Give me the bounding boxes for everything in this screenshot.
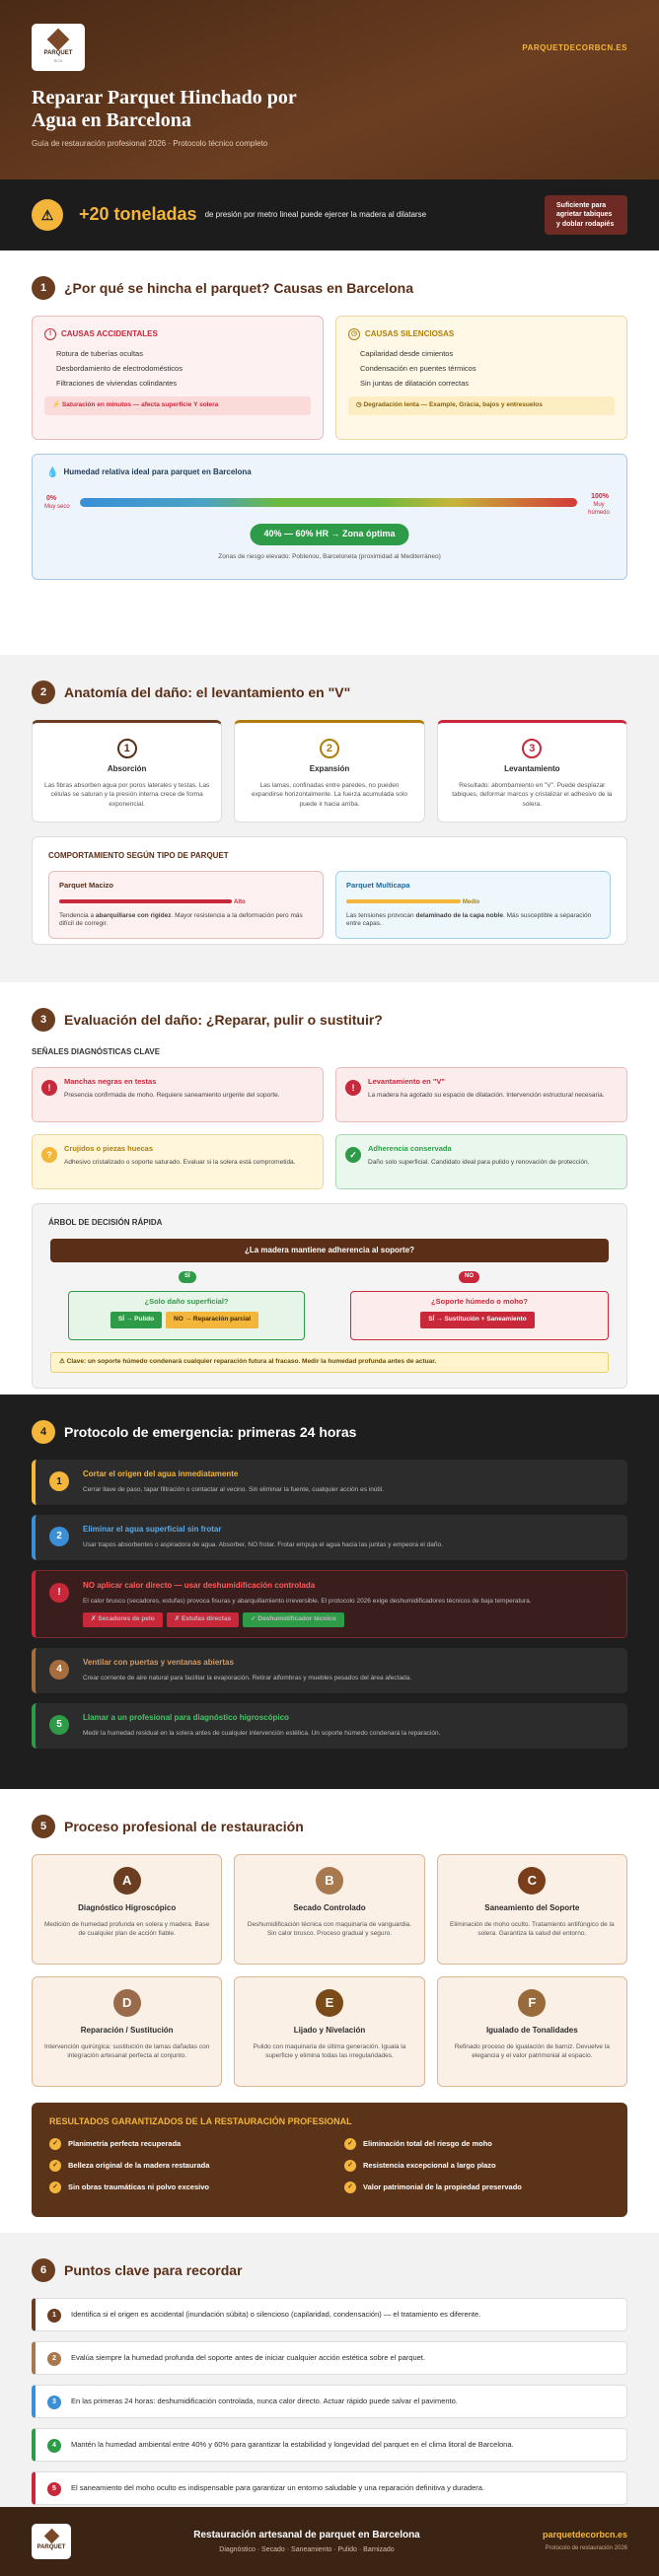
footer-services: Diagnóstico · Secado · Saneamiento · Pulido · Barnizado	[219, 2545, 395, 2553]
result-item	[344, 2138, 610, 2150]
droplet-icon: 💧	[46, 467, 59, 478]
signal-card	[32, 1067, 324, 1122]
risk-level-bar	[346, 899, 461, 903]
section-anatomy	[0, 655, 659, 982]
gauge-min: 0%	[46, 495, 57, 502]
box-title: COMPORTAMIENTO SEGÚN TIPO DE PARQUET	[48, 851, 229, 860]
key-point	[32, 2341, 627, 2375]
humidity-gauge	[32, 454, 627, 580]
stage-card	[32, 720, 222, 823]
stage-number: 2	[320, 739, 339, 758]
process-letter: A	[113, 1867, 141, 1895]
check-icon: ✓	[49, 2138, 61, 2150]
node-question: ¿Soporte húmedo o moho?	[431, 1297, 528, 1307]
signal-desc: Presencia confirmada de moho. Requiere saneamiento urgente del soporte.	[64, 1092, 280, 1100]
section-evaluation	[0, 982, 659, 1395]
alert-icon: !	[41, 1080, 57, 1096]
stage-number: 1	[117, 739, 137, 758]
process-letter: C	[518, 1867, 546, 1895]
stage-title: Absorción	[107, 764, 147, 773]
pressure-text: de presión por metro lineal puede ejercer la madera al dilatarse	[204, 209, 427, 219]
page-header	[0, 0, 659, 179]
process-card	[437, 1854, 627, 1965]
signal-title: Levantamiento en "V"	[368, 1077, 445, 1087]
result-text: Sin obras traumáticas ni polvo excesivo	[68, 2182, 209, 2191]
step-desc: Usar trapos absorbentes o aspiradora de agua. Absorber, NO frotar. Frotar empuja el agua hacia las juntas y empeora el daño.	[83, 1541, 443, 1549]
process-card	[32, 1976, 222, 2087]
key-point-number: 5	[47, 2482, 61, 2496]
check-icon: ✓	[344, 2182, 356, 2193]
process-card	[234, 1976, 424, 2087]
outcome-replace: SÍ → Sustitución + Saneamiento	[420, 1312, 535, 1327]
step-desc: Medir la humedad residual en la solera antes de cualquier intervención estética. Un soporte húmedo condenará la reparación.	[83, 1730, 441, 1738]
silent-causes-card	[335, 316, 627, 440]
section-title: Evaluación del daño: ¿Reparar, pulir o sustituir?	[64, 1011, 383, 1028]
accidental-causes-card	[32, 316, 324, 440]
process-card	[234, 1854, 424, 1965]
key-point-text: Evalúa siempre la humedad profunda del soporte antes de iniciar cualquier acción estética sobre el parquet.	[71, 2353, 425, 2363]
process-desc: Pulido con maquinaria de última generación. Iguala la superficie y elimina todas las irregularidades.	[253, 2043, 406, 2060]
section-number: 4	[32, 1420, 55, 1444]
section-number: 3	[32, 1008, 55, 1032]
step-number: 5	[49, 1715, 69, 1735]
card-note: Degradación lenta — Example, Gràcia, bajos y entresuelos	[363, 401, 543, 409]
process-title: Diagnóstico Higroscópico	[78, 1903, 177, 1912]
process-letter: E	[316, 1989, 343, 2017]
section-title: Puntos clave para recordar	[64, 2261, 243, 2278]
result-item	[49, 2182, 315, 2193]
risk-zones-caption: Zonas de riesgo elevado: Poblenou, Barceloneta (proximidad al Mediterráneo)	[218, 553, 441, 560]
stage-card	[234, 720, 424, 823]
list-item: Capilaridad desde cimientos	[360, 349, 454, 358]
stage-desc: Las fibras absorben agua por poros laterales y testas. Las células se saturan y la presión interna crece de forma exponencial.	[44, 782, 210, 808]
key-point	[32, 2471, 627, 2505]
multilayer-parquet-card	[335, 871, 611, 938]
footer-domain-link[interactable]: parquetdecorbcn.es	[542, 2530, 627, 2540]
check-icon: ✓	[345, 1147, 361, 1163]
gauge-max-label: Muy húmedo	[588, 502, 610, 516]
clock-icon: ◷	[348, 328, 360, 340]
result-text: Eliminación total del riesgo de moho	[363, 2138, 492, 2148]
section-process	[0, 1789, 659, 2233]
gauge-min-label: Muy seco	[44, 504, 70, 510]
question-icon: ?	[41, 1147, 57, 1163]
key-point	[32, 2385, 627, 2418]
parquet-logo-icon	[47, 29, 70, 51]
step-title: Eliminar el agua superficial sin frotar	[83, 1524, 222, 1534]
signal-desc: La madera ha agotado su espacio de dilatación. Intervención estructural necesaria.	[368, 1092, 605, 1100]
stage-desc: Resultado: abombamiento en "V". Puede desplazar tabiques, deformar marcos y cristalizar el adhesivo de la solera.	[452, 782, 613, 808]
key-warning: ⚠ Clave: un soporte húmedo condenará cualquier reparación futura al fracaso. Medir la humedad profunda antes de actuar.	[50, 1352, 609, 1372]
section-causes	[0, 250, 659, 655]
stage-title: Levantamiento	[504, 764, 560, 773]
protocol-step	[32, 1703, 627, 1749]
card-note: Saturación en minutos — afecta superficie Y solera	[61, 401, 219, 409]
result-item	[344, 2182, 610, 2193]
optimal-zone-pill: 40% — 60% HR → Zona óptima	[250, 524, 408, 545]
process-desc: Medición de humedad profunda en solera y madera. Base de cualquier plan de acción fiable.	[44, 1921, 210, 1938]
check-icon: ✓	[49, 2160, 61, 2172]
key-point-text: Identifica si el origen es accidental (inundación súbita) o silencioso (capilaridad, condensación) — el tratamiento es diferente.	[71, 2310, 481, 2320]
result-text: Valor patrimonial de la propiedad preservado	[363, 2182, 522, 2191]
list-item: Desbordamiento de electrodomésticos	[56, 363, 183, 373]
process-title: Reparación / Sustitución	[80, 2026, 174, 2035]
page-footer	[0, 2507, 659, 2576]
footer-title: Restauración artesanal de parquet en Barcelona	[193, 2529, 420, 2540]
check-icon: ✓	[49, 2182, 61, 2193]
section-key-points	[0, 2233, 659, 2507]
footer-tagline: Protocolo de restauración 2026	[545, 2544, 627, 2551]
section-title: Protocolo de emergencia: primeras 24 horas	[64, 1423, 357, 1440]
card-desc-emphasis: abarquillarse con rigidez	[95, 911, 172, 919]
list-item: Rotura de tuberías ocultas	[56, 349, 143, 358]
humidity-gradient-bar	[80, 498, 577, 507]
process-desc: Eliminación de moho oculto. Tratamiento antifúngico de la solera. Garantiza la salud del entorno.	[450, 1921, 615, 1938]
tree-title: ÁRBOL DE DECISIÓN RÁPIDA	[48, 1218, 163, 1228]
signal-card	[335, 1134, 627, 1189]
card-desc: . Mayor resistencia a la deformación pero más difícil de corregir.	[59, 911, 303, 928]
key-point-number: 4	[47, 2439, 61, 2453]
key-point	[32, 2298, 627, 2331]
card-desc: Tendencia a	[59, 911, 96, 919]
yes-branch: SÍ	[179, 1271, 196, 1283]
damp-support-node	[350, 1291, 609, 1340]
process-desc: Refinado proceso de igualación de barniz. Devuelve la elegancia y el valor patrimonial al espacio.	[454, 2043, 610, 2060]
stage-title: Expansión	[309, 764, 350, 773]
card-desc: Las tensiones provocan	[346, 911, 416, 919]
pressure-alert	[0, 179, 659, 250]
step-number: 2	[49, 1527, 69, 1546]
gauge-title: Humedad relativa ideal para parquet en Barcelona	[63, 467, 252, 477]
step-title: Cortar el origen del agua inmediatamente	[83, 1469, 239, 1478]
process-desc: Intervención quirúrgica: sustitución de lamas dañadas con integración artesanal perfecta al conjunto.	[44, 2043, 210, 2060]
result-text: Planimetría perfecta recuperada	[68, 2138, 182, 2148]
parquet-logo-icon	[43, 2529, 59, 2544]
process-card	[32, 1854, 222, 1965]
forbidden-tag: ✗ Estufas directas	[167, 1612, 239, 1626]
forbidden-tag: ✗ Secadores de pelo	[83, 1612, 163, 1626]
section-title: Anatomía del daño: el levantamiento en "V"	[64, 683, 351, 700]
process-letter: D	[113, 1989, 141, 2017]
signal-desc: Daño solo superficial. Candidato ideal para pulido y renovación de protección.	[368, 1159, 590, 1167]
allowed-tag: ✓ Deshumidificador técnico	[243, 1612, 344, 1626]
tree-root-question: ¿La madera mantiene adherencia al soporte?	[50, 1239, 609, 1262]
protocol-step	[32, 1515, 627, 1560]
decision-tree	[32, 1203, 627, 1389]
logo-text: PARQUET	[37, 2544, 66, 2551]
node-question: ¿Solo daño superficial?	[144, 1297, 229, 1307]
stage-number: 3	[522, 739, 542, 758]
key-point	[32, 2428, 627, 2462]
process-title: Igualado de Tonalidades	[485, 2026, 578, 2035]
section-emergency	[0, 1395, 659, 1789]
step-number: 4	[49, 1660, 69, 1680]
result-item	[49, 2160, 315, 2172]
process-title: Secado Controlado	[293, 1903, 366, 1912]
card-title: CAUSAS ACCIDENTALES	[61, 328, 158, 338]
section-number: 2	[32, 680, 55, 704]
section-number: 5	[32, 1815, 55, 1838]
section-title: Proceso profesional de restauración	[64, 1818, 304, 1834]
key-point-number: 2	[47, 2352, 61, 2366]
process-title: Saneamiento del Soporte	[484, 1903, 580, 1912]
outcome-polish: SÍ → Pulido	[110, 1312, 162, 1327]
step-number: 1	[49, 1471, 69, 1491]
pressure-consequence: Suficiente para agrietar tabiques y doblar rodapiés	[545, 195, 627, 235]
section-title: ¿Por qué se hincha el parquet? Causas en Barcelona	[64, 279, 413, 296]
key-point-text: En las primeras 24 horas: deshumidificación controlada, nunca calor directo. Actuar rápido puede salvar el pavimento.	[71, 2397, 458, 2406]
step-number: !	[49, 1583, 69, 1603]
signal-card	[32, 1134, 324, 1189]
key-point-text: Mantén la humedad ambiental entre 40% y 60% para garantizar la estabilidad y longevidad del parquet en el clima litoral de Barcelona.	[71, 2440, 514, 2450]
gauge-max: 100%	[591, 493, 609, 500]
process-card	[437, 1976, 627, 2087]
signals-title: SEÑALES DIAGNÓSTICAS CLAVE	[32, 1047, 161, 1056]
signal-title: Manchas negras en testas	[64, 1077, 157, 1087]
step-title: Llamar a un profesional para diagnóstico higroscópico	[83, 1712, 289, 1722]
no-branch: NO	[459, 1271, 479, 1283]
logo[interactable]	[32, 24, 85, 71]
header-domain-link[interactable]: PARQUETDECORBCN.ES	[522, 43, 627, 52]
risk-level: Alto	[233, 899, 246, 906]
pressure-value: +20 toneladas	[79, 204, 197, 225]
warning-icon: ⚠	[32, 199, 63, 231]
protocol-step-warning	[32, 1570, 627, 1638]
process-letter: F	[518, 1989, 546, 2017]
clock-icon: ◷	[356, 401, 364, 409]
parquet-behavior-box	[32, 836, 627, 945]
step-desc: Cerrar llave de paso, tapar filtración o contactar al vecino. Sin eliminar la fuente, cualquier acción es inútil.	[83, 1486, 384, 1494]
page-title: Reparar Parquet Hinchado por Agua en Barcelona	[32, 87, 297, 131]
step-title: NO aplicar calor directo — usar deshumidificación controlada	[83, 1580, 316, 1590]
outcome-partial-repair: NO → Reparación parcial	[166, 1312, 258, 1327]
result-text: Resistencia excepcional a largo plazo	[363, 2160, 496, 2170]
check-icon: ✓	[344, 2138, 356, 2150]
risk-level-bar	[59, 899, 232, 903]
card-title: Parquet Multicapa	[346, 881, 410, 891]
stage-desc: Las lamas, confinadas entre paredes, no pueden expandirse horizontalmente. La fuerza acumulada solo puede ir hacia arriba.	[252, 782, 407, 808]
bolt-icon: ⚡	[52, 401, 62, 409]
check-icon: ✓	[344, 2160, 356, 2172]
section-number: 6	[32, 2258, 55, 2282]
process-title: Lijado y Nivelación	[293, 2026, 366, 2035]
process-desc: Deshumidificación técnica con maquinaria de vanguardia. Sin calor brusco. Proceso gradual y seguro.	[247, 1921, 412, 1938]
surface-damage-node	[68, 1291, 305, 1340]
result-text: Belleza original de la madera restaurada	[68, 2160, 210, 2170]
signal-desc: Adhesivo cristalizado o soporte saturado. Evaluar si la solera está comprometida.	[64, 1159, 296, 1167]
risk-level: Medio	[462, 899, 480, 906]
signal-card	[335, 1067, 627, 1122]
protocol-step	[32, 1460, 627, 1505]
card-title: CAUSAS SILENCIOSAS	[365, 328, 455, 338]
step-title: Ventilar con puertas y ventanas abiertas	[83, 1657, 234, 1667]
key-point-number: 3	[47, 2396, 61, 2409]
page-subtitle: Guía de restauración profesional 2026 · Protocolo técnico completo	[32, 139, 268, 148]
alert-icon: !	[345, 1080, 361, 1096]
results-title: RESULTADOS GARANTIZADOS DE LA RESTAURACIÓN PROFESIONAL	[49, 2116, 352, 2126]
protocol-step	[32, 1648, 627, 1693]
card-title: Parquet Macizo	[59, 881, 114, 891]
signal-title: Crujidos o piezas huecas	[64, 1144, 154, 1154]
logo-sub: BCN	[53, 57, 63, 63]
result-item	[49, 2138, 315, 2150]
list-item: Filtraciones de viviendas colindantes	[56, 378, 178, 388]
list-item: Condensación en puentes térmicos	[360, 363, 476, 373]
card-desc-emphasis: delaminado de la capa noble	[415, 911, 503, 919]
section-number: 1	[32, 276, 55, 300]
process-letter: B	[316, 1867, 343, 1895]
step-desc: El calor brusco (secadores, estufas) provoca fisuras y abarquillamiento irreversible. El protocolo 2026 exige deshumidificadores técnicos de baja temperatura.	[83, 1598, 532, 1606]
key-point-number: 1	[47, 2309, 61, 2323]
key-point-text: El saneamiento del moho oculto es indispensable para garantizar un entorno saludable y una reparación definitiva y duradera.	[71, 2483, 485, 2493]
logo-text: PARQUET	[43, 50, 73, 56]
stage-card	[437, 720, 627, 823]
footer-logo[interactable]	[32, 2524, 71, 2559]
signal-title: Adherencia conservada	[368, 1144, 452, 1154]
alert-circle-icon: !	[44, 328, 56, 340]
solid-parquet-card	[48, 871, 324, 938]
list-item: Sin juntas de dilatación correctas	[360, 378, 470, 388]
step-desc: Crear corriente de aire natural para facilitar la evaporación. Retirar alfombras y muebles pesados del área afectada.	[83, 1675, 412, 1682]
guaranteed-results	[32, 2103, 627, 2217]
card-desc: . Más susceptible a separación entre capas.	[346, 911, 592, 928]
result-item	[344, 2160, 610, 2172]
